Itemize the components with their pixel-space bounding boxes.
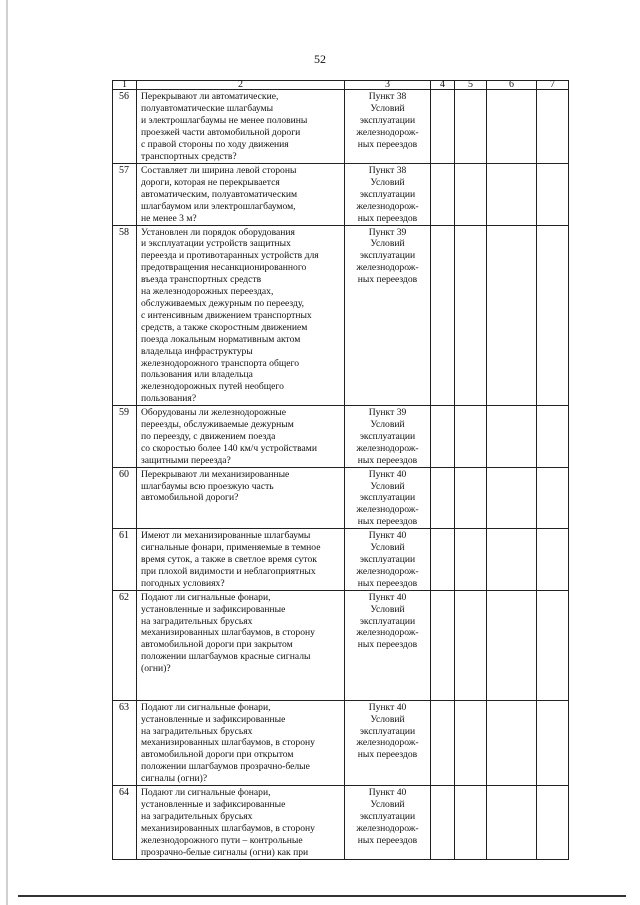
empty-cell <box>431 786 455 859</box>
empty-cell <box>537 786 569 859</box>
empty-cell <box>431 164 455 226</box>
empty-cell <box>455 164 487 226</box>
row-number: 63 <box>113 700 137 785</box>
table-row <box>113 164 569 226</box>
empty-cell <box>455 467 487 529</box>
empty-cell <box>537 467 569 529</box>
question-text: Перекрывают ли автоматические, полуавтоматические шлагбаумы и электрошлагбаумы не менее половины проезжей части автомобильной дороги с правой стороны по ходу движения транспортных средств? <box>137 90 345 164</box>
legal-reference: Пункт 40 Условий эксплуатации железнодорож- ных переездов <box>345 786 431 859</box>
column-header: 1 <box>113 81 137 90</box>
table-row <box>113 90 569 164</box>
legal-reference: Пункт 40 Условий эксплуатации железнодорож- ных переездов <box>345 467 431 529</box>
empty-cell <box>537 529 569 591</box>
empty-cell <box>431 467 455 529</box>
row-number: 61 <box>113 529 137 591</box>
empty-cell <box>537 225 569 406</box>
table-row <box>113 467 569 529</box>
column-header: 7 <box>537 81 569 90</box>
legal-reference: Пункт 39 Условий эксплуатации железнодорож- ных переездов <box>345 406 431 468</box>
empty-cell <box>537 90 569 164</box>
column-header: 3 <box>345 81 431 90</box>
legal-reference: Пункт 40 Условий эксплуатации железнодорож- ных переездов <box>345 590 431 700</box>
scan-edge-shadow <box>6 0 8 905</box>
table-row <box>113 529 569 591</box>
empty-cell <box>487 225 537 406</box>
row-number: 64 <box>113 786 137 859</box>
question-text: Установлен ли порядок оборудования и эксплуатации устройств защитных переезда и противотаранных устройств для предотвращения несанкционированного въезда транспортных средств на железнодорожных переездах, обслуживаемых дежурным по переезду, с интенсивным движением транспортных средств, а также скоростным движением поезда локальным нормативным актом владельца инфраструктуры железнодорожного транспорта общего пользования или владельца железнодорожных путей необщего пользования? <box>137 225 345 406</box>
empty-cell <box>431 225 455 406</box>
empty-cell <box>487 590 537 700</box>
scan-bottom-edge <box>18 895 626 897</box>
row-number: 57 <box>113 164 137 226</box>
empty-cell <box>431 406 455 468</box>
empty-cell <box>431 529 455 591</box>
question-text: Составляет ли ширина левой стороны дороги, которая не перекрывается автоматическим, полуавтоматическим шлагбаумом или электрошлагбаумом, не менее 3 м? <box>137 164 345 226</box>
table-header <box>113 81 569 90</box>
row-number: 59 <box>113 406 137 468</box>
table-row <box>113 225 569 406</box>
empty-cell <box>455 786 487 859</box>
question-text: Подают ли сигнальные фонари, установленные и зафиксированные на заградительных брусьях механизированных шлагбаумов, в сторону автомобильной дороги при закрытом положении шлагбаумов красные сигналы (огни)? <box>137 590 345 700</box>
column-header: 2 <box>137 81 345 90</box>
row-number: 58 <box>113 225 137 406</box>
empty-cell <box>455 529 487 591</box>
empty-cell <box>455 90 487 164</box>
column-header: 5 <box>455 81 487 90</box>
empty-cell <box>537 700 569 785</box>
empty-cell <box>537 406 569 468</box>
empty-cell <box>455 225 487 406</box>
legal-reference: Пункт 38 Условий эксплуатации железнодорож- ных переездов <box>345 164 431 226</box>
empty-cell <box>487 90 537 164</box>
legal-reference: Пункт 40 Условий эксплуатации железнодорож- ных переездов <box>345 700 431 785</box>
legal-reference: Пункт 39 Условий эксплуатации железнодорож- ных переездов <box>345 225 431 406</box>
legal-reference: Пункт 40 Условий эксплуатации железнодорож- ных переездов <box>345 529 431 591</box>
empty-cell <box>487 700 537 785</box>
empty-cell <box>455 700 487 785</box>
empty-cell <box>487 467 537 529</box>
question-text: Оборудованы ли железнодорожные переезды, обслуживаемые дежурным по переезду, с движением поезда со скоростью более 140 км/ч устройствами защитными переезда? <box>137 406 345 468</box>
empty-cell <box>431 700 455 785</box>
row-number: 60 <box>113 467 137 529</box>
column-header: 4 <box>431 81 455 90</box>
table-row <box>113 700 569 785</box>
question-text: Перекрывают ли механизированные шлагбаумы всю проезжую часть автомобильной дороги? <box>137 467 345 529</box>
page-number: 52 <box>314 52 326 66</box>
empty-cell <box>537 590 569 700</box>
empty-cell <box>487 406 537 468</box>
empty-cell <box>431 590 455 700</box>
question-text: Имеют ли механизированные шлагбаумы сигнальные фонари, применяемые в темное время суток, а также в светлое время суток при плохой видимости и неблагоприятных погодных условиях? <box>137 529 345 591</box>
legal-reference: Пункт 38 Условий эксплуатации железнодорож- ных переездов <box>345 90 431 164</box>
empty-cell <box>487 164 537 226</box>
empty-cell <box>487 529 537 591</box>
empty-cell <box>455 590 487 700</box>
row-number: 62 <box>113 590 137 700</box>
table-row <box>113 786 569 859</box>
empty-cell <box>455 406 487 468</box>
row-number: 56 <box>113 90 137 164</box>
empty-cell <box>487 786 537 859</box>
empty-cell <box>537 164 569 226</box>
question-text: Подают ли сигнальные фонари, установленные и зафиксированные на заградительных брусьях механизированных шлагбаумов, в сторону железнодорожного пути – контрольные прозрачно-белые сигналы (огни) как при <box>137 786 345 859</box>
table-row <box>113 590 569 700</box>
column-header: 6 <box>487 81 537 90</box>
table-row <box>113 406 569 468</box>
empty-cell <box>431 90 455 164</box>
question-text: Подают ли сигнальные фонари, установленные и зафиксированные на заградительных брусьях механизированных шлагбаумов, в сторону автомобильной дороги при открытом положении шлагбаумов прозрачно-белые сигналы (огни)? <box>137 700 345 785</box>
checklist-table <box>112 80 569 860</box>
